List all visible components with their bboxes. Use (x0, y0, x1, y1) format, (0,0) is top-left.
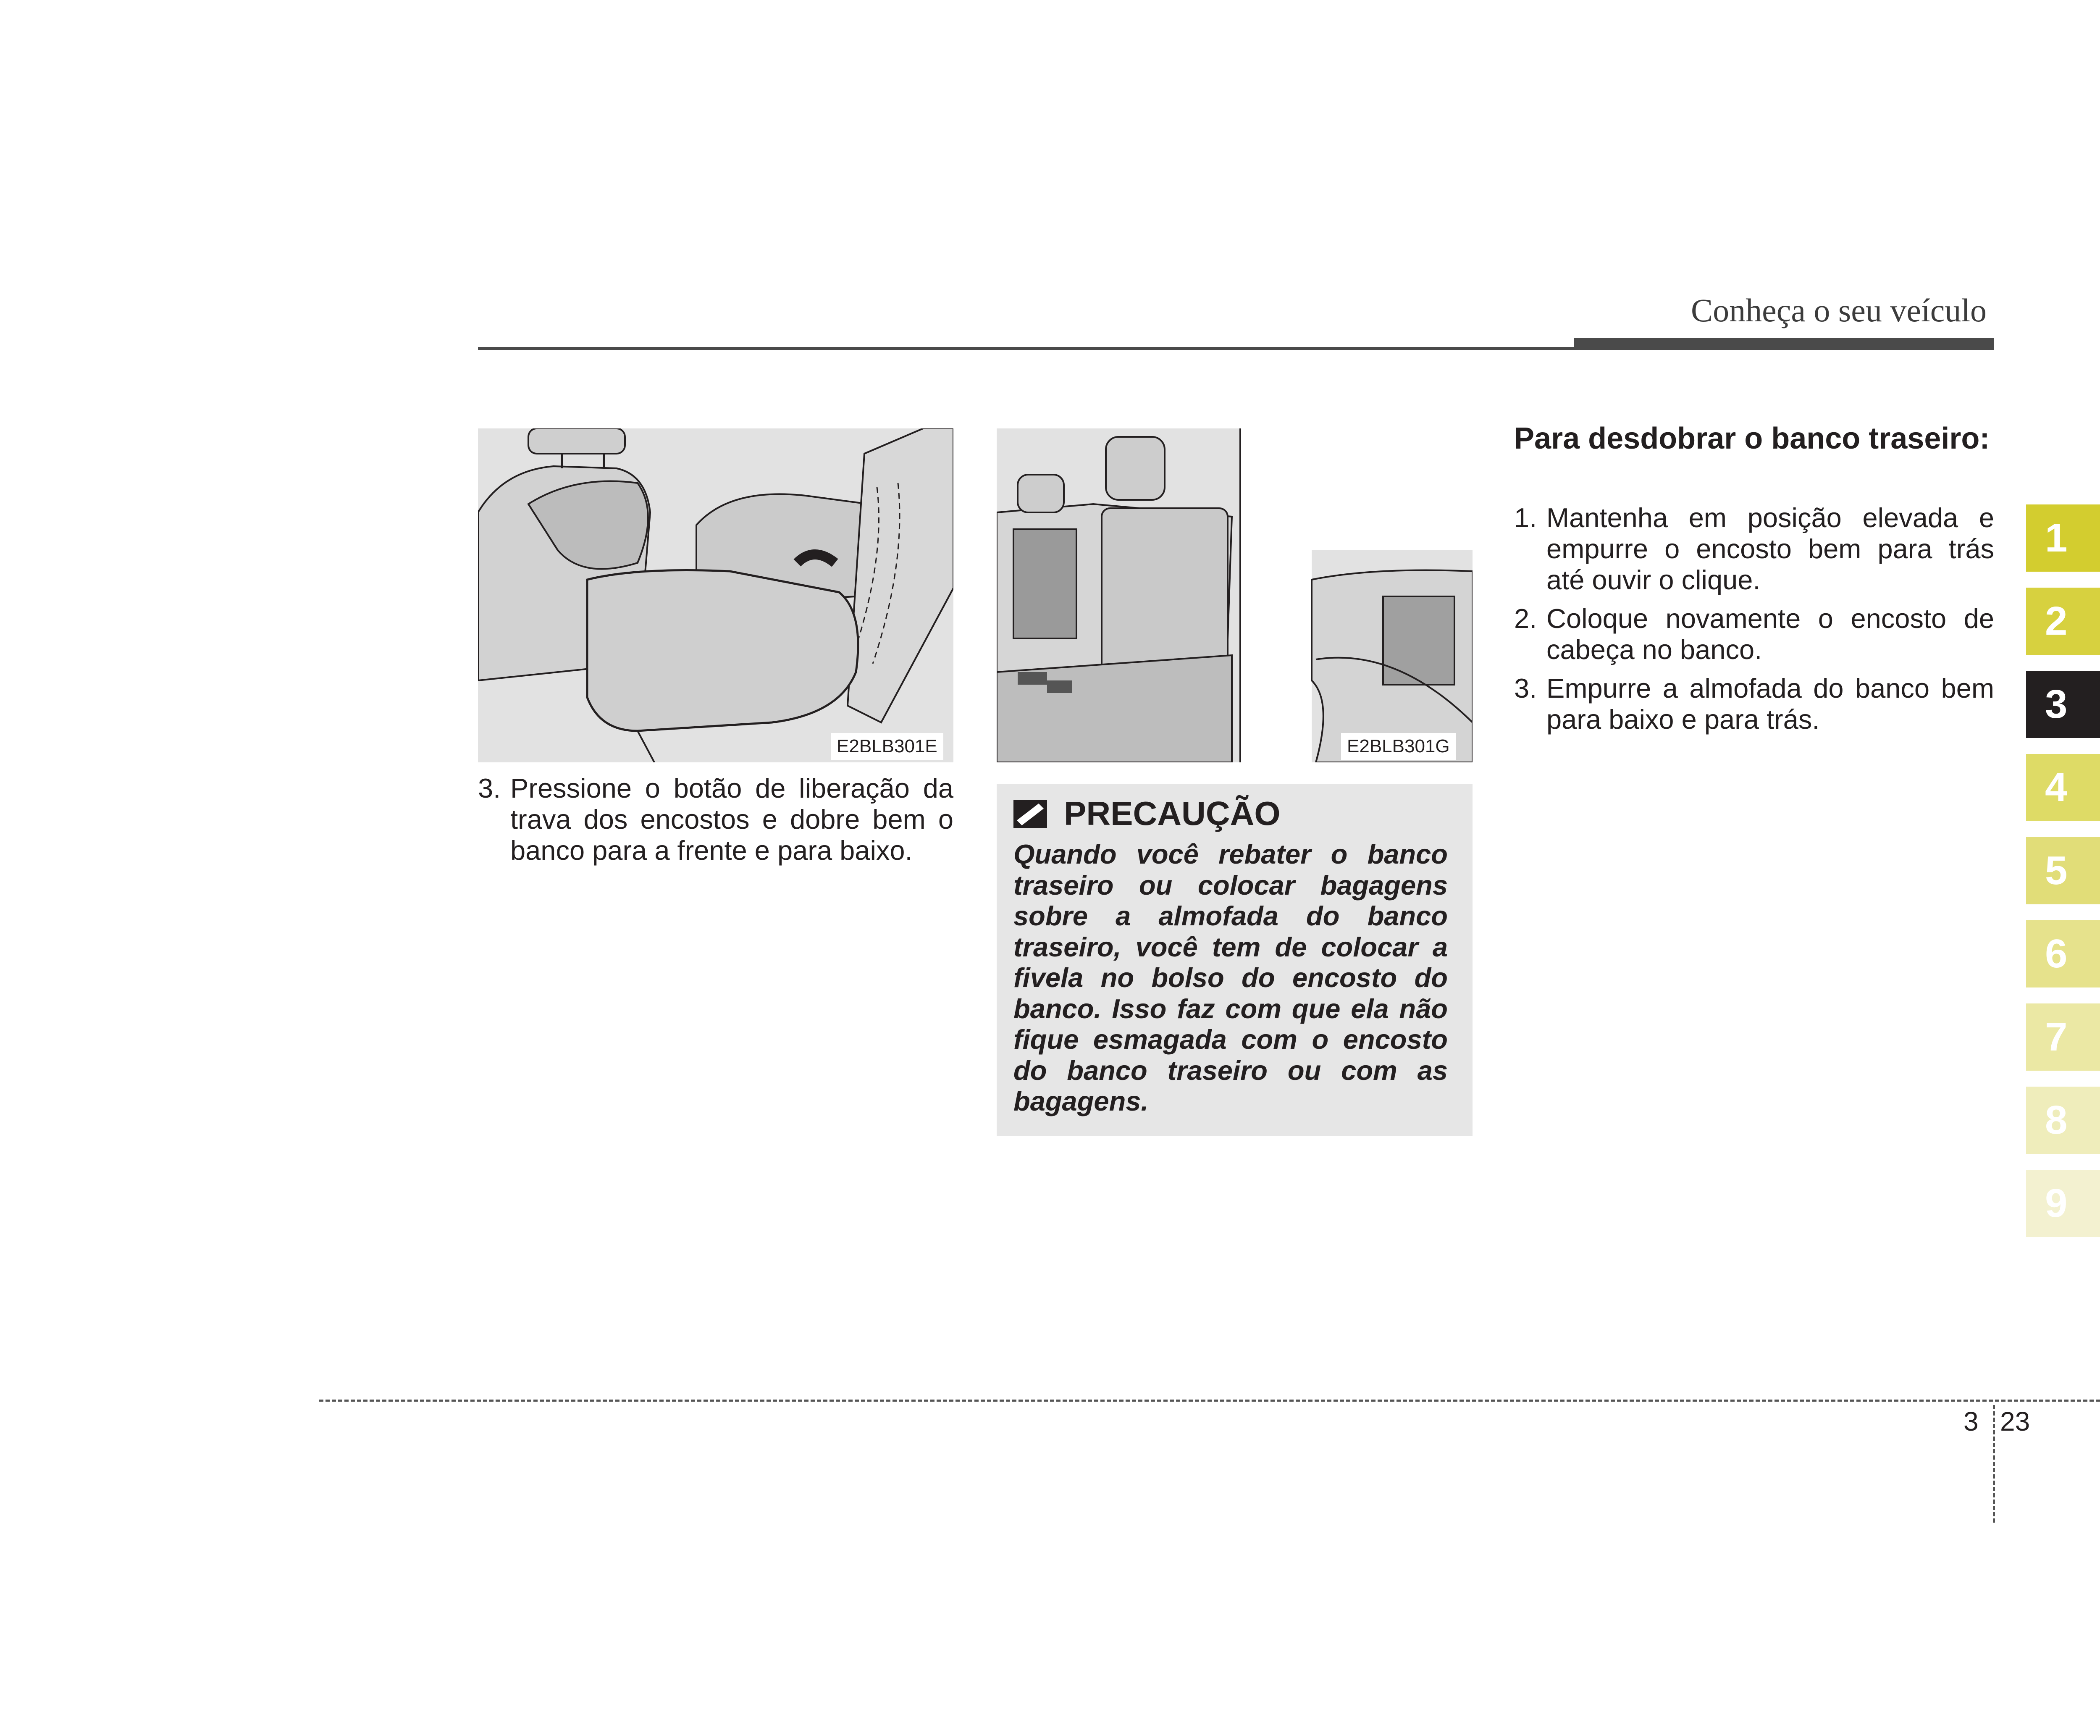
chapter-tab-6[interactable]: 6 (2026, 920, 2100, 987)
rear-seat-buckle-pocket-illustration (997, 428, 1473, 762)
figure-code: E2BLB301E (831, 733, 943, 760)
step-text: Coloque novamente o encosto de cabeça no banco. (1546, 603, 1994, 665)
step-number: 1. (1514, 502, 1537, 533)
step-number: 3. (478, 773, 501, 804)
caution-title: PRECAUÇÃO (1064, 795, 1281, 832)
instruction-step (478, 773, 953, 866)
step-text: Mantenha em posição elevada e empurre o encosto bem para trás até ouvir o clique. (1546, 502, 1994, 595)
footer-divider (1993, 1405, 1995, 1523)
step-text: Empurre a almofada do banco bem para baixo e para trás. (1546, 673, 1994, 735)
footer-rule (319, 1400, 2100, 1402)
page-number: 23 (2000, 1406, 2030, 1437)
figure-code: E2BLB301G (1341, 733, 1456, 760)
rear-seat-folding-illustration (478, 428, 953, 762)
figure-seat-fold (478, 428, 953, 762)
step-text: Pressione o botão de liberação da trava dos encostos e dobre bem o banco para a frente e para baixo. (510, 773, 953, 866)
chapter-tab-1[interactable]: 1 (2026, 504, 2100, 572)
chapter-tab-9[interactable]: 9 (2026, 1170, 2100, 1237)
chapter-tab-4[interactable]: 4 (2026, 754, 2100, 821)
instruction-step (1514, 502, 1994, 596)
caution-slash-icon (1013, 800, 1047, 828)
page-chapter-number: 3 (1964, 1406, 1979, 1437)
instruction-step (1514, 603, 1994, 665)
caution-text: Quando você rebater o banco traseiro ou colocar bagagens sobre a almofada do banco traseiro, você tem de colocar a fivela no bolso do encosto do banco. Isso faz com que ela não fique esmagada com o encosto do banco traseiro ou com as bagagens. (1013, 839, 1448, 1116)
step-number: 2. (1514, 603, 1537, 634)
chapter-tab-5[interactable]: 5 (2026, 837, 2100, 904)
chapter-tab-2[interactable]: 2 (2026, 588, 2100, 655)
section-heading: Para desdobrar o banco traseiro: (1514, 422, 1990, 455)
chapter-tab-8[interactable]: 8 (2026, 1087, 2100, 1154)
instruction-step (1514, 673, 1994, 735)
chapter-tab-3[interactable]: 3 (2026, 671, 2100, 738)
running-header-title: Conheça o seu veículo (1691, 292, 1987, 328)
caution-box (997, 784, 1473, 1136)
chapter-tab-7[interactable]: 7 (2026, 1003, 2100, 1071)
step-number: 3. (1514, 673, 1537, 704)
figure-buckle-pocket (997, 428, 1473, 762)
header-rule (478, 347, 1994, 350)
